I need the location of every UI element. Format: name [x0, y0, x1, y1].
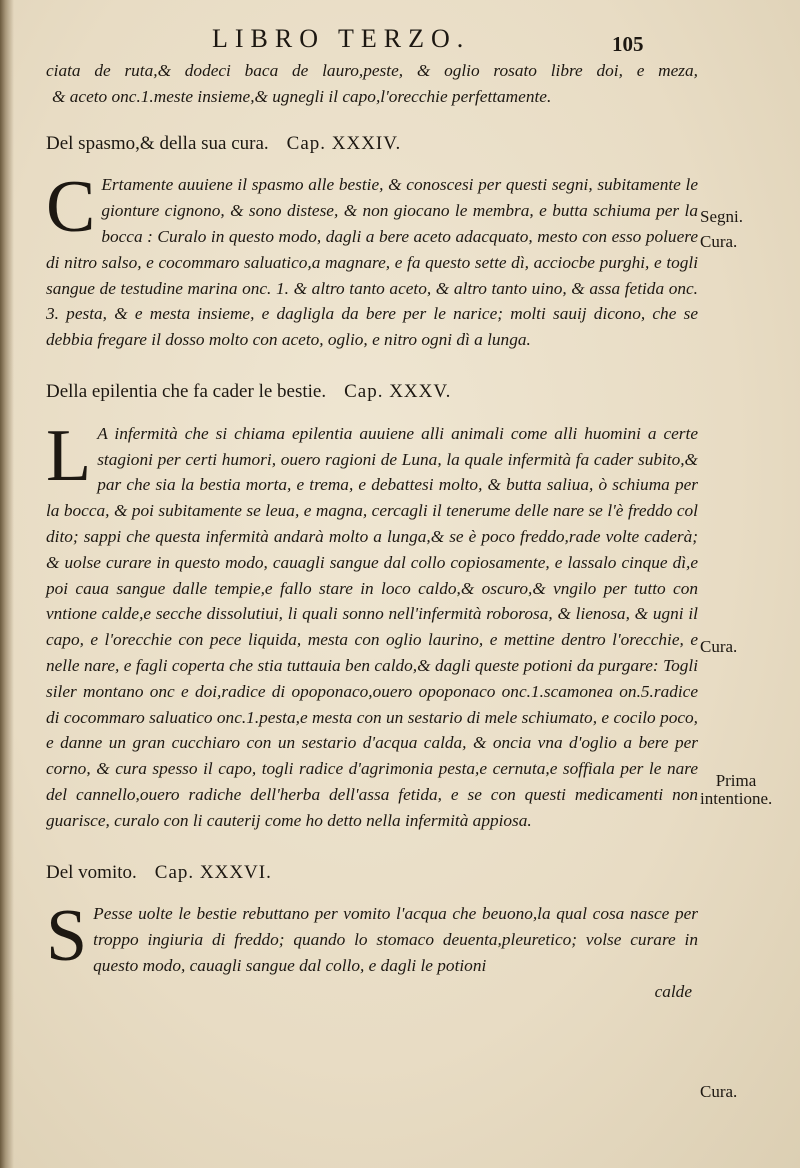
margin-note-prima-intentione: Prima intentione. [700, 771, 773, 808]
margin-note-cura: Cura. [700, 637, 738, 656]
chapter-number: Cap. XXXV. [344, 380, 452, 402]
page-number: 105 [612, 32, 644, 56]
chapter-body: A infermità che si chiama epilentia auuiene alli animali come alli huomini a certe stagioni per certi humori, ouero ragioni de Luna, la quale infermità fa cader subito,& par che sia la bestia morta, e trema, e debattesi molto, & butta saliua, ò schiuma per la bocca, & poi subitamente se leua, e magna, cercagli il tenerume delle nare se l'è freddo col dito; sappi che questa infermità andarà molto a lunga,& se è poco freddo,rade volte caderà; & uolse curare in questo modo, cauagli sangue dal collo copiosamente, e lassalo cinque dì,e poi caua sangue dalle tempie,e fallo stare in loco caldo,& oscuro,& vngilo per tutto con vntione calde,e secche dissolutiui, li quali sonno nell'infermità roborosa, & lienosa, & ugni il capo, e l'orecchie con pece liquida, mesta con oglio laurino, e mettine dentro l'orecchie, e nelle nare, e fagli coperta che stia tuttauia ben caldo,& dagli queste potioni da purgare: Togli siler montano onc e doi,radice di opoponaco,ouero opoponaco onc.1.scamonea on.5.radice di cocommaro saluatico onc.1.pesta,e mesta con un sestario di mele schiumato, e cocilo poco, e danne un gran cucchiaro con un sestario d'acqua calda, & oncia vna d'oglio a bere per corno, & cura spesso il capo, togli radice d'agrimonia pesta,e cernuta,e soffiala per le nare del cannello,ouero radiche dell'herba dell'assa fetida, e se con questi medicamenti non guarisce, curalo con li cauterij come ho detto nella infermità appiosa. [46, 423, 698, 830]
chapter-number: Cap. XXXIV. [286, 132, 402, 154]
drop-capital: L [46, 414, 92, 497]
chapter-text [46, 414, 698, 834]
chapter-heading [46, 131, 698, 157]
margin-note-cura: Cura. [700, 1082, 738, 1101]
intro-line: ciata de ruta,& dodeci baca de lauro,peste, & oglio rosato libre doi, e meza, [46, 61, 698, 80]
chapter-heading [46, 860, 698, 886]
margin-note-cura: Cura. [700, 232, 738, 251]
running-title: LIBRO TERZO. [212, 24, 471, 53]
chapter-title: Della epilentia che fa cader le bestie. [46, 380, 327, 402]
page-gutter-shadow [0, 0, 14, 1168]
chapter-heading [46, 379, 698, 405]
catchword: calde [654, 981, 692, 1001]
margin-note-segni: Segni. [700, 207, 743, 226]
chapter-number: Cap. XXXVI. [154, 861, 272, 883]
chapter-text [46, 895, 698, 978]
intro-line: & aceto onc.1.meste insieme,& ugnegli il capo,l'orecchie perfettamente. [52, 86, 552, 106]
drop-capital: S [46, 895, 88, 978]
chapter-title: Del vomito. [46, 861, 137, 883]
page-body [46, 58, 698, 1005]
chapter-body: Ertamente auuiene il spasmo alle bestie, & conoscesi per questi segni, subitamente le gionture cignono, & sono distese, & non giocano le membra, e butta schiuma per la bocca : Curalo in questo modo, dagli a bere aceto adacquato, mesto con esso poluere di nitro salso, e cocommaro saluatico,a magnare, e fa questo sette dì, acciocbe purghi, e togli sangue de testudine marina onc. 1. & altro tanto aceto, & altro tanto uino, & assa fetida onc. 3. pesta, & e mesta insieme, e dagligla da bere per le narice; molti sauij dicono, che se debbia fregare il dosso molto con aceto, oglio, e nitro ogni dì a lunga. [46, 175, 698, 350]
chapter-text [46, 166, 698, 353]
chapter-title: Del spasmo,& della sua cura. [46, 132, 269, 154]
chapter-body: Pesse uolte le bestie rebuttano per vomito l'acqua che beuono,la qual cosa nasce per troppo ingiuria di freddo; quando lo stomaco deuenta,pleuretico; volse curare in questo modo, cauagli sangue dal collo, e dagli le potioni [93, 904, 698, 975]
drop-capital: C [46, 166, 96, 249]
